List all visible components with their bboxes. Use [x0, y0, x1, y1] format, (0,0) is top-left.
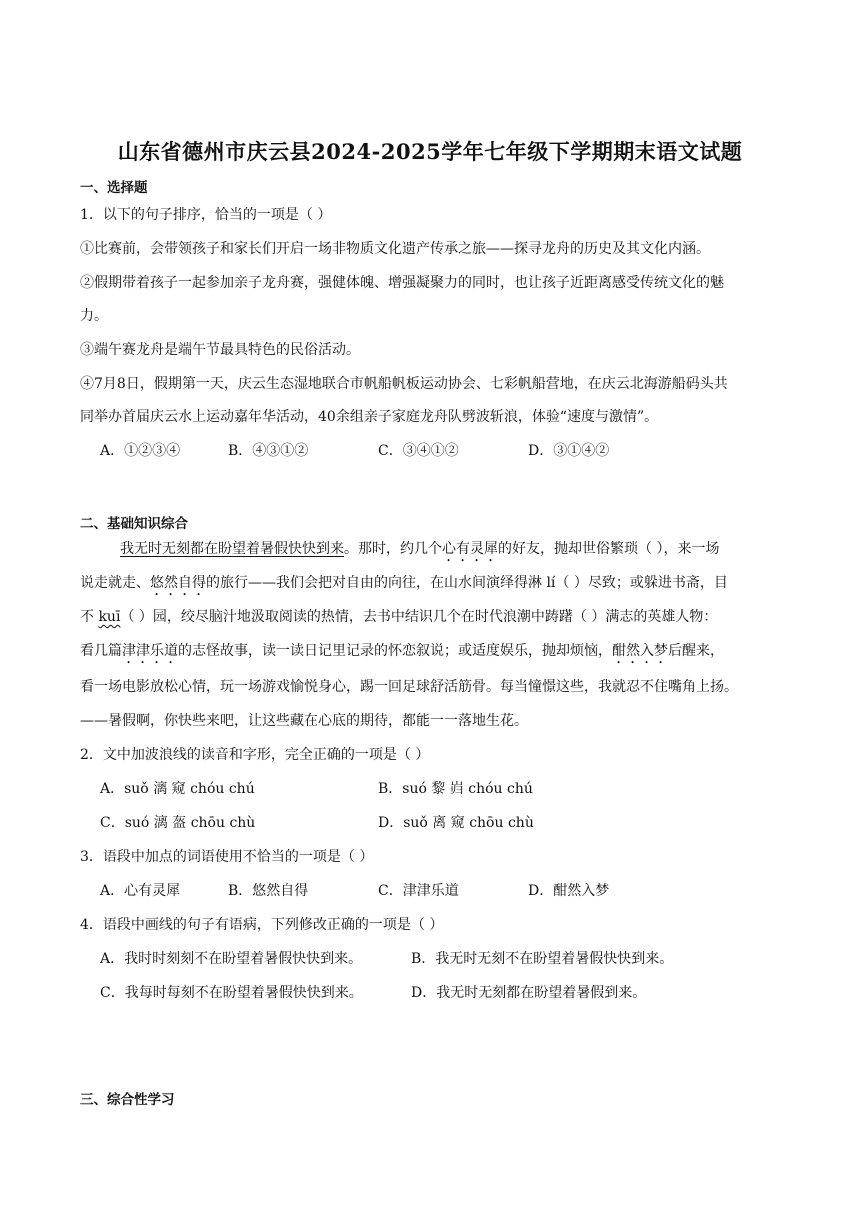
passage-text: 。那时，约几个	[344, 541, 442, 557]
q1-sentence-2b: 力。	[80, 308, 108, 324]
section-heading-1: 一、选择题	[80, 180, 148, 196]
q1-option-d: D．③①④②	[528, 443, 610, 459]
q2-option-a: A．suǒ 漓 窥 chóu chú	[100, 781, 255, 797]
dotted-word-1: 心有灵犀	[442, 541, 498, 557]
q3-stem: 3．语段中加点的词语使用不恰当的一项是（ ）	[80, 849, 374, 865]
passage-text: 的旅行——我们会把对自由的向往，在山水间演绎得淋 lí（ ）尽致；或躲进书斋，目	[206, 575, 728, 591]
passage-text: （ ）园，绞尽脑汁地汲取阅读的热情，去书中结识几个在时代浪潮中踌躇（ ）满志的英雄人物：	[120, 609, 718, 625]
passage-line-2	[80, 572, 728, 599]
passage-line-6: ——暑假啊，你快些来吧，让这些藏在心底的期待，都能一一落地生花。	[80, 713, 528, 729]
q3-option-c: C．津津乐道	[378, 883, 459, 899]
q1-stem: 1．以下的句子排序，恰当的一项是（ ）	[80, 207, 332, 223]
passage-text: 的志怪故事，读一读日记里记录的怀恋叙说；或适度娱乐，抛却烦恼，	[178, 643, 612, 659]
q1-sentence-4a: ④7月8日，假期第一天，庆云生态湿地联合市帆船帆板运动协会、七彩帆船营地，在庆云北海游船码头共	[80, 376, 728, 392]
q2-stem: 2．文中加波浪线的读音和字形，完全正确的一项是（ ）	[80, 747, 430, 763]
q1-sentence-2a: ②假期带着孩子一起参加亲子龙舟赛，强健体魄、增强凝聚力的同时，也让孩子近距离感受传统文化的魅	[80, 275, 724, 291]
underlined-sentence: 我无时无刻都在盼望着暑假快快到来	[120, 541, 344, 557]
page-title: 山东省德州市庆云县2024-2025学年七年级下学期期末语文试题	[117, 139, 743, 164]
q3-option-a: A．心有灵犀	[100, 883, 181, 899]
q2-option-c: C．suó 漓 盔 chōu chù	[100, 815, 256, 831]
passage-line-4	[80, 640, 724, 667]
passage-text: 不	[80, 609, 99, 625]
passage-text: 后醒来，	[668, 643, 724, 659]
q3-option-d: D．酣然入梦	[528, 883, 610, 899]
q1-sentence-4b: 同举办首届庆云水上运动嘉年华活动，40余组亲子家庭龙舟队劈波斩浪，体验“速度与激情”。	[80, 409, 659, 425]
section-heading-2: 二、基础知识综合	[80, 516, 188, 532]
dotted-word-3: 津津乐道	[122, 643, 178, 659]
q1-option-c: C．③④①②	[378, 443, 459, 459]
passage-text: 的好友，抛却世俗繁琐（ ），来一场	[498, 541, 720, 557]
q3-option-b: B．悠然自得	[228, 883, 309, 899]
q1-sentence-1: ①比赛前，会带领孩子和家长们开启一场非物质文化遗产传承之旅——探寻龙舟的历史及其文化内涵。	[80, 241, 710, 257]
q4-option-b: B．我无时无刻不在盼望着暑假快快到来。	[411, 951, 674, 967]
q2-option-d: D．suǒ 离 窥 chōu chù	[378, 815, 534, 831]
q4-option-c: C．我每时每刻不在盼望着暑假快快到来。	[100, 985, 363, 1001]
dotted-word-2: 悠然自得	[150, 575, 206, 591]
q4-stem: 4．语段中画线的句子有语病，下列修改正确的一项是（ ）	[80, 917, 444, 933]
q1-option-b: B．④③①②	[228, 443, 309, 459]
passage-text: 看几篇	[80, 643, 122, 659]
dotted-word-4: 酣然入梦	[612, 643, 668, 659]
section-heading-3: 三、综合性学习	[80, 1092, 175, 1108]
passage-line-5: 看一场电影放松心情，玩一场游戏愉悦身心，踢一回足球舒活筋骨。每当憧憬这些，我就忍不住嘴角上扬。	[80, 679, 738, 695]
q4-option-a: A．我时时刻刻不在盼望着暑假快快到来。	[100, 951, 363, 967]
q1-option-a: A．①②③④	[100, 443, 181, 459]
q2-option-b: B．suó 黎 岿 chóu chú	[378, 781, 533, 797]
q4-option-d: D．我无时无刻都在盼望着暑假到来。	[411, 985, 647, 1001]
passage-line-3	[80, 606, 717, 626]
q1-sentence-3: ③端午赛龙舟是端午节最具特色的民俗活动。	[80, 342, 360, 358]
passage-text: 说走就走、	[80, 575, 150, 591]
passage-line-1	[120, 538, 719, 565]
wavy-pinyin: kuī	[98, 609, 121, 625]
